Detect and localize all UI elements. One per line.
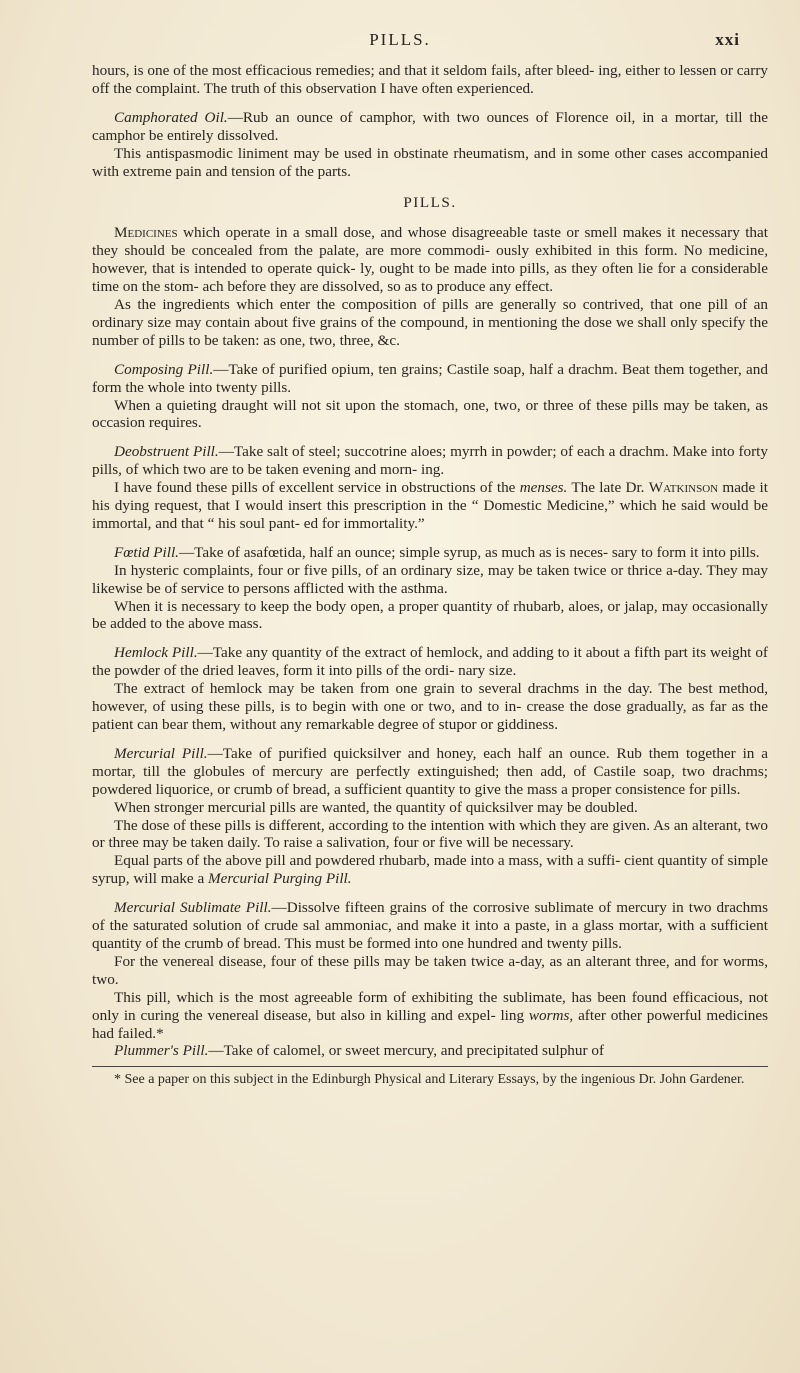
camphorated-oil-note: This antispasmodic liniment may be used in obstinate rheumatism, and in some other cases accompanied with extreme pain and tension of the parts. xyxy=(92,144,768,180)
recipe-title: Composing Pill. xyxy=(114,360,214,378)
running-header xyxy=(0,30,800,54)
note-text: This pill, which is the most agreeable form of exhibiting the sublimate, has been found efficacious, not only in curing the venereal disease, but also in killing and expel- ling xyxy=(92,988,768,1024)
footnote-rule xyxy=(92,1066,768,1067)
sublimate-pill-note-1: For the venereal disease, four of these pills may be taken twice a-day, as an alterant three, and for worms, two. xyxy=(92,952,768,988)
mercurial-pill-recipe xyxy=(92,745,768,799)
recipe-text: —Rub an ounce of camphor, with two ounces of Florence oil, in a mortar, till the camphor be entirely dissolved. xyxy=(92,108,768,144)
recipe-text: —Take of purified opium, ten grains; Castile soap, half a drachm. Beat them together, and form the whole into twenty pills. xyxy=(92,360,768,396)
drop-word: Medicines xyxy=(114,224,178,242)
note-text: after other powerful medicines had failed.* xyxy=(92,1006,768,1042)
recipe-title: Fœtid Pill. xyxy=(114,543,179,561)
hemlock-pill-recipe xyxy=(92,644,768,680)
hemlock-pill-note: The extract of hemlock may be taken from one grain to several drachms in the day. The best method, however, of using these pills, is to begin with one or two, and to in- crease the dose gradually, as far as the patient can bear them, without any remarkable degree of stupor or giddiness. xyxy=(92,680,768,733)
deobstruent-pill-note xyxy=(92,479,768,533)
recipe-text: —Take of calomel, or sweet mercury, and precipitated sulphur of xyxy=(208,1042,605,1060)
recipe-text: —Dissolve fifteen grains of the corrosive sublimate of mercury in two drachms of the saturated solution of crude sal ammoniac, and make it into a paste, in a glass mortar, with a sufficient quantity of the crumb of bread. This must be formed into one hundred and twenty pills. xyxy=(92,899,768,952)
note-emphasis: Mercurial Purging Pill. xyxy=(208,870,352,888)
continued-paragraph: hours, is one of the most efficacious remedies; and that it seldom fails, after bleed- ing, either to lessen or carry off the complaint. The truth of this observation I have often experienced. xyxy=(92,62,768,97)
recipe-title: Mercurial Sublimate Pill. xyxy=(114,899,272,917)
recipe-title: Mercurial Pill. xyxy=(114,744,208,762)
recipe-text: —Take of asafœtida, half an ounce; simple syrup, as much as is neces- sary to form it into pills. xyxy=(178,543,760,561)
composing-pill-recipe xyxy=(92,361,768,397)
recipe-title: Plummer's Pill. xyxy=(114,1042,209,1060)
page-body xyxy=(92,62,768,1088)
recipe-title: Camphorated Oil. xyxy=(114,108,228,126)
note-emphasis: menses. xyxy=(519,479,568,497)
pills-ingredients: As the ingredients which enter the composition of pills are generally so contrived, that one pill of an ordinary size may contain about five grains of the compound, in mentioning the dose we shall only specify the number of pills to be taken: as one, two, three, &c. xyxy=(92,295,768,349)
section-heading: PILLS. xyxy=(403,194,457,212)
running-title: PILLS. xyxy=(369,30,431,49)
foetid-pill-note-1: In hysteric complaints, four or five pills, of an ordinary size, may be taken twice or thrice a-day. They may likewise be of service to persons afflicted with the asthma. xyxy=(92,561,768,597)
pills-intro-text: which operate in a small dose, and whose disagreeable taste or smell makes it necessary that they should be concealed from the palate, are more commodi- ously exhibited in this form. No medicine, however, that is intended to operate quick- ly, ought to be made into pills, as they often lie for a considerable time on the stom- ach before they are dissolved, so as to produce any effect. xyxy=(92,224,768,296)
page-number: xxi xyxy=(715,30,740,49)
recipe-text: —Take salt of steel; succotrine aloes; myrrh in powder; of each a drachm. Make into forty pills, of which two are to be taken evening and morn- ing. xyxy=(92,443,768,479)
note-text: made it his dying request, that I would insert this prescription in the “ Domestic Medicine,” which he said would be immortal, and that “ his soul pant- ed for immortality.” xyxy=(92,479,768,532)
note-person-name: Watkinson xyxy=(648,479,719,497)
camphorated-oil-recipe xyxy=(92,109,768,145)
note-emphasis: worms, xyxy=(528,1006,574,1024)
note-text: The late Dr. xyxy=(567,479,649,497)
mercurial-pill-note-1: When stronger mercurial pills are wanted, the quantity of quicksilver may be doubled. xyxy=(114,798,638,816)
note-text: I have found these pills of excellent service in obstructions of the xyxy=(114,479,520,497)
foetid-pill-recipe xyxy=(92,544,768,562)
mercurial-pill-note-2: The dose of these pills is different, according to the intention with which they are given. As an alterant, two or three may be taken daily. To raise a salivation, four or five will be necessary. xyxy=(92,816,768,852)
sublimate-pill-recipe xyxy=(92,899,768,953)
pills-intro xyxy=(92,224,768,296)
recipe-text: —Take of purified quicksilver and honey, each half an ounce. Rub them together in a mortar, till the globules of mercury are perfectly extinguished; then add, of Castile soap, two drachms; powdered liquorice, or crumb of bread, a sufficient quantity to give the mass a proper consistence for pills. xyxy=(92,744,768,798)
note-text: Equal parts of the above pill and powdered rhubarb, made into a mass, with a suffi- cient quantity of simple syrup, will make a xyxy=(92,852,768,888)
composing-pill-note: When a quieting draught will not sit upon the stomach, one, two, or three of these pills may be taken, as occasion requires. xyxy=(92,396,768,432)
footnote: * See a paper on this subject in the Edinburgh Physical and Literary Essays, by the ingenious Dr. John Gardener. xyxy=(114,1072,745,1088)
mercurial-pill-note-3 xyxy=(92,852,768,888)
recipe-text: —Take any quantity of the extract of hemlock, and adding to it about a fifth part its weight of the powder of the dried leaves, form it into pills of the ordi- nary size. xyxy=(92,644,768,680)
deobstruent-pill-recipe xyxy=(92,443,768,479)
recipe-title: Hemlock Pill. xyxy=(114,644,198,662)
sublimate-pill-note-2 xyxy=(92,989,768,1043)
recipe-title: Deobstruent Pill. xyxy=(114,443,219,461)
plummer-pill-recipe xyxy=(92,1042,768,1060)
foetid-pill-note-2: When it is necessary to keep the body open, a proper quantity of rhubarb, aloes, or jalap, may occasionally be added to the above mass. xyxy=(92,597,768,633)
